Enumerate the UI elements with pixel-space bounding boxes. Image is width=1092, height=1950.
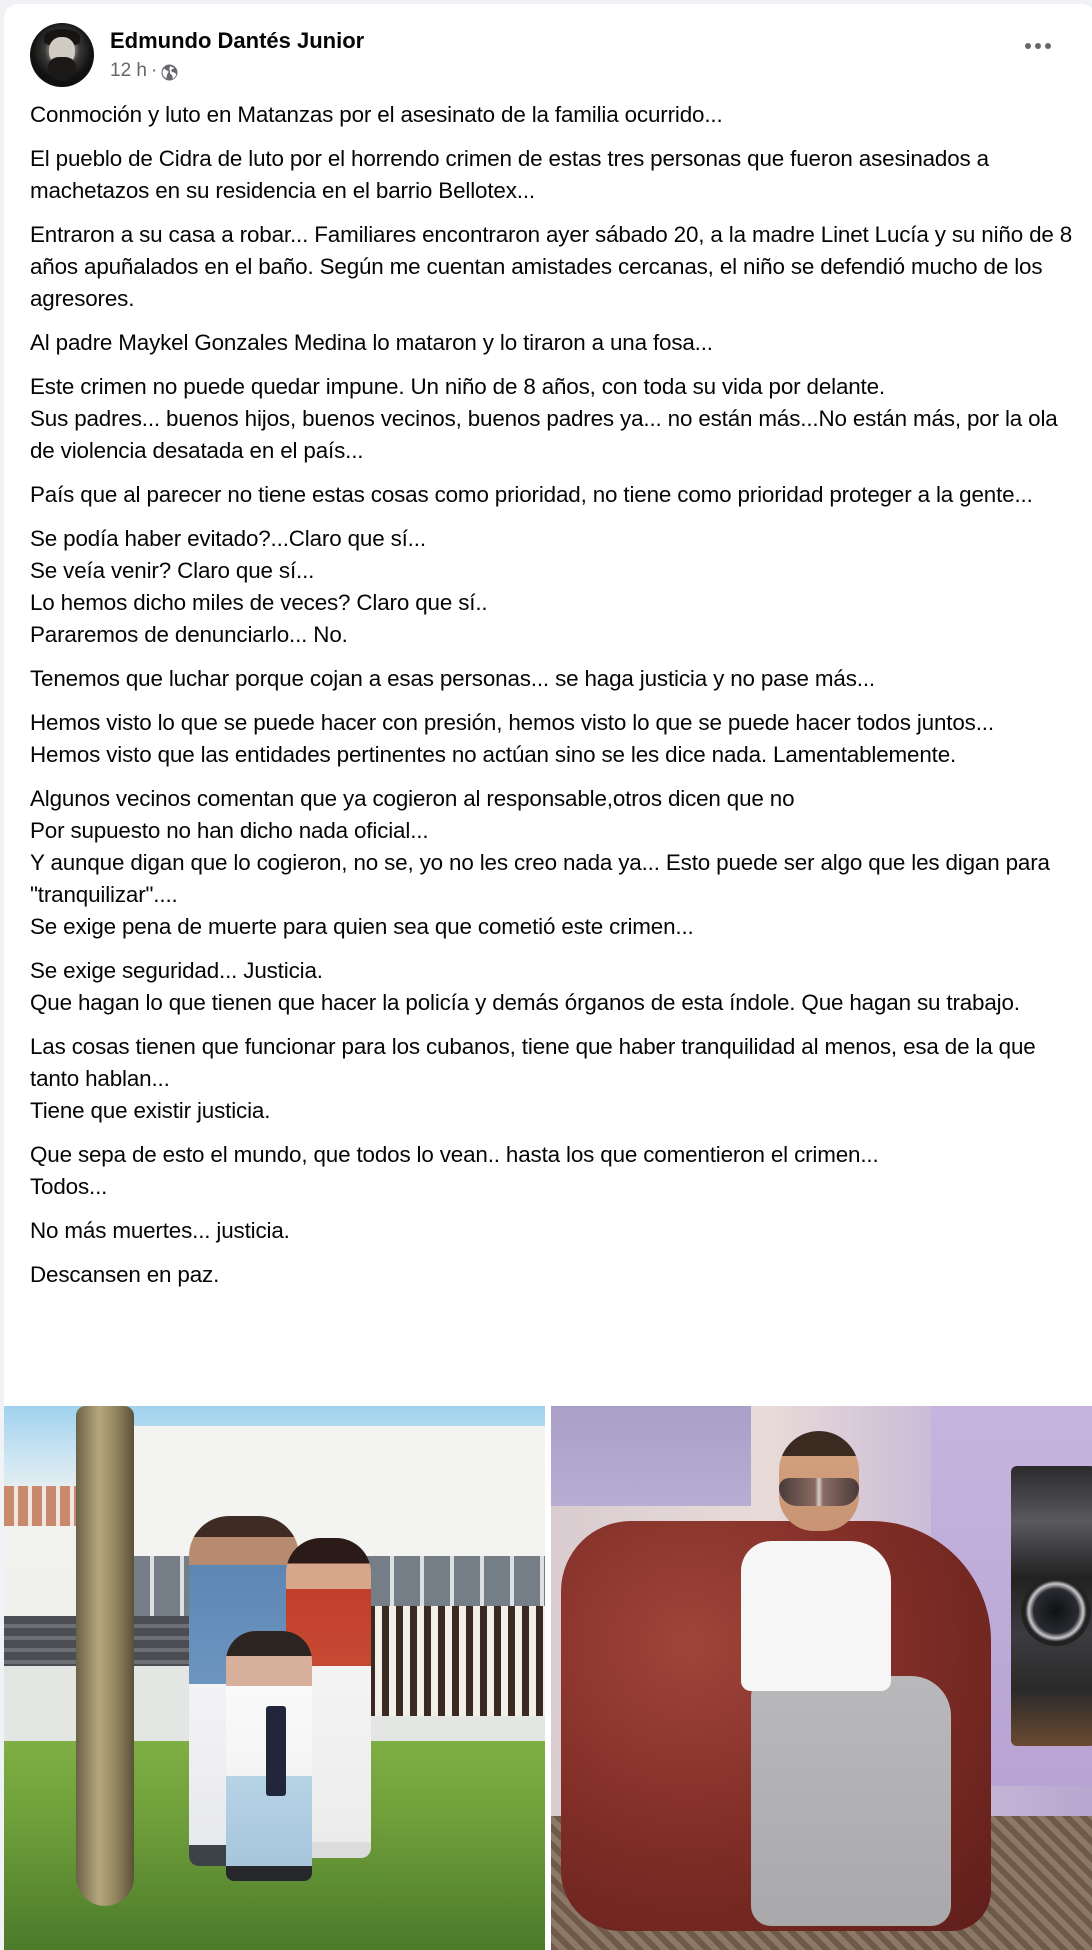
more-dot-icon [1035, 43, 1041, 49]
post-paragraph: Conmoción y luto en Matanzas por el asesinato de la familia ocurrido... [30, 102, 723, 127]
photo-sunglasses [779, 1478, 859, 1506]
post-paragraph: Las cosas tienen que funcionar para los cubanos, tiene que haber tranquilidad al menos, esa de la que tanto hablan... Tiene que existir justicia. [30, 1034, 1036, 1123]
post-paragraph: Se exige seguridad... Justicia. Que hagan lo que tienen que hacer la policía y demás órganos de esta índole. Que hagan su trabajo. [30, 958, 1020, 1015]
globe-icon[interactable] [161, 63, 178, 80]
post-paragraph: Algunos vecinos comentan que ya cogieron al responsable,otros dicen que no Por supuesto no han dicho nada oficial... Y aunque digan que lo cogieron, no se, yo no les creo nada ya... Esto puede ser algo que les digan para "tranquilizar".... Se exige pena de muerte para quien sea que cometió este crimen... [30, 786, 1050, 939]
more-dot-icon [1025, 43, 1031, 49]
post-meta [110, 26, 364, 84]
post-paragraph: Tenemos que luchar porque cojan a esas personas... se haga justicia y no pase más... [30, 666, 875, 691]
post-paragraph: Hemos visto lo que se puede hacer con presión, hemos visto lo que se puede hacer todos juntos... Hemos visto que las entidades pertinentes no actúan sino se les dice nada. Lamentablemente. [30, 710, 994, 767]
photo-shirt-logo [266, 1706, 286, 1796]
author-name[interactable]: Edmundo Dantés Junior [110, 28, 365, 53]
post-paragraph: Al padre Maykel Gonzales Medina lo mataron y lo tiraron a una fosa... [30, 330, 713, 355]
photo-pergola [4, 1486, 84, 1526]
photo-boy-pants [751, 1676, 951, 1926]
post-body [30, 99, 1080, 1303]
avatar-beard [48, 57, 76, 81]
post-paragraph: Se podía haber evitado?...Claro que sí... Se veía venir? Claro que sí... Lo hemos dicho miles de veces? Claro que sí.. Pararemos de denunciarlo... No. [30, 526, 488, 647]
post-header [30, 22, 364, 88]
photo-family[interactable] [4, 1406, 545, 1950]
post-paragraph: Este crimen no puede quedar impune. Un niño de 8 años, con toda su vida por delante. Sus padres... buenos hijos, buenos vecinos, buenos padres ya... no están más...No están más, por la ola de violencia desatada en el país... [30, 374, 1058, 463]
photo-boy-shirt [741, 1541, 891, 1691]
post-paragraph: Entraron a su casa a robar... Familiares encontraron ayer sábado 20, a la madre Linet Lucía y su niño de 8 años apuñalados en el baño. Según me cuentan amistades cercanas, el niño se defendió mucho de los agresores. [30, 222, 1073, 311]
post-paragraph: El pueblo de Cidra de luto por el horrendo crimen de estas tres personas que fueron asesinados a machetazos en su residencia en el barrio Bellotex... [30, 146, 989, 203]
author-avatar[interactable] [30, 23, 94, 87]
post-paragraph: No más muertes... justicia. [30, 1218, 290, 1243]
post-subline [110, 58, 364, 84]
photo-fence [354, 1606, 545, 1716]
separator-dot: · [150, 60, 158, 81]
post-timestamp[interactable]: 12 h [110, 60, 147, 81]
photo-curtain [551, 1406, 751, 1506]
more-dot-icon [1045, 43, 1051, 49]
post-paragraph: Descansen en paz. [30, 1262, 220, 1287]
photo-speaker [1021, 1576, 1091, 1646]
photo-palm-tree [76, 1406, 134, 1906]
post-card [4, 4, 1092, 1950]
post-paragraph: Que sepa de esto el mundo, que todos lo vean.. hasta los que comentieron el crimen... Todos... [30, 1142, 879, 1199]
photo-grid [4, 1406, 1092, 1950]
post-paragraph: País que al parecer no tiene estas cosas como prioridad, no tiene como prioridad proteger a la gente... [30, 482, 1033, 507]
more-options-button[interactable] [1020, 34, 1056, 58]
photo-boy-armchair[interactable] [551, 1406, 1092, 1950]
